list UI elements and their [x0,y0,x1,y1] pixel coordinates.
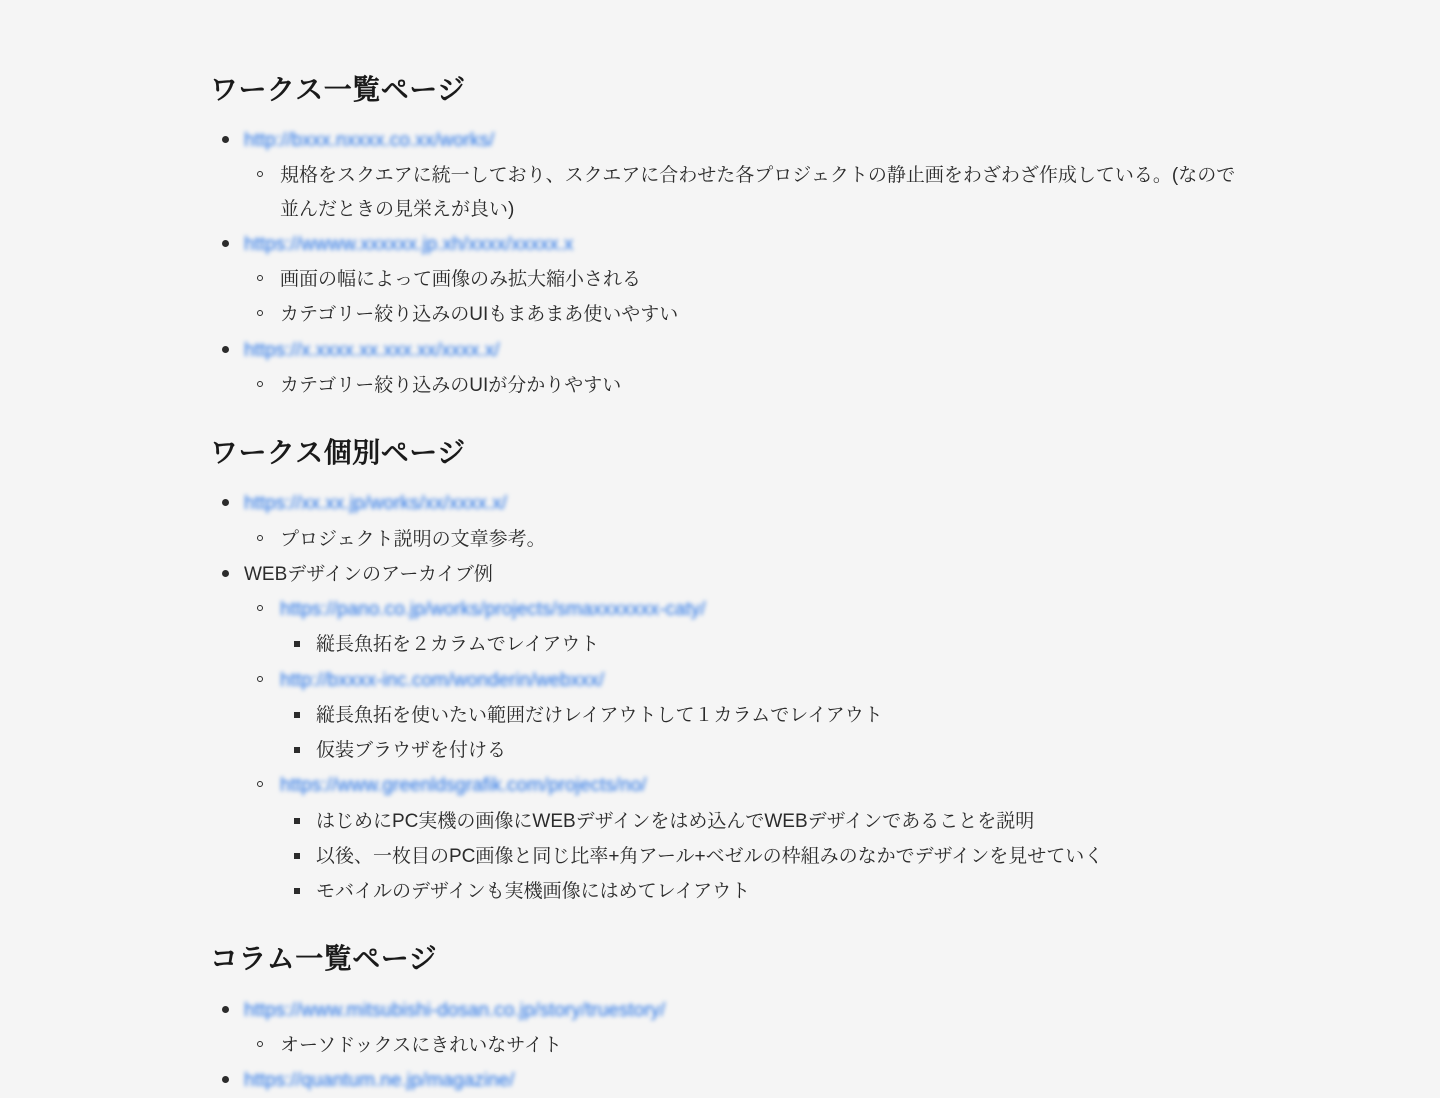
page-title: ワークス一覧ページ [210,74,466,105]
list-level-3 [280,804,1240,910]
list-item-label: プロジェクト説明の文章参考。 [280,528,546,550]
list-item [316,698,1240,733]
list-item [280,1028,1240,1063]
external-link[interactable]: http://bxxx.nxxxx.co.xx/works/ [244,130,495,152]
list-item-row [244,227,1240,262]
list-level-2 [244,158,1240,227]
list-item-row [280,368,1240,403]
list-item-row [244,486,1240,521]
list-item-label: オーソドックスにきれいなサイト [280,1034,562,1056]
list-item [316,804,1240,839]
list-item-row [244,333,1240,368]
list-item-row [280,768,1240,803]
external-link[interactable]: https://wwww.xxxxxx.jp.xh/xxxx/xxxxx.x [244,233,574,255]
list-item-label: モバイルのデザインも実機画像にはめてレイアウト [316,881,751,903]
list-item [244,486,1240,557]
page-title: ワークス個別ページ [210,437,466,469]
list-item [244,1063,1240,1098]
section-works-detail [210,433,1240,909]
list-item [244,227,1240,333]
list-item [244,123,1240,227]
list-item-label: 規格をスクエアに統一しており、スクエアに合わせた各プロジェクトの静止画をわざわざ作成している。(なので並んだときの見栄えが良い) [280,165,1236,220]
list-level-2 [244,368,1240,403]
list-item-row [316,698,1240,733]
list-item-row [244,993,1240,1028]
list-item [280,158,1240,227]
list-level-3 [280,698,1240,769]
list-item [280,297,1240,332]
list-item-label: 画面の幅によって画像のみ拡大縮小される [280,269,642,291]
page-title: コラム一覧ページ [210,943,438,975]
list-item [316,874,1240,909]
list-item [280,262,1240,297]
list-level-2 [244,262,1240,333]
list-level-3 [280,627,1240,662]
external-link[interactable]: http://bxxxx-inc.com/wonderin/webxxx/ [280,669,605,691]
list-item-label: はじめにPC実機の画像にWEBデザインをはめ込んでWEBデザインであることを説明 [316,810,1035,832]
list-item [244,557,1240,910]
list-item [316,839,1240,874]
external-link[interactable]: https://pano.co.jp/works/projects/smaxxxxxxx-caty/ [280,599,706,621]
list-item-label: 縦長魚拓を２カラムでレイアウト [316,634,600,656]
list-item-row [280,1028,1240,1063]
list-item-row [244,123,1240,158]
list-level-1 [210,993,1240,1098]
list-item-row [280,522,1240,557]
external-link[interactable]: https://www.mitsubishi-dosan.co.jp/story/truestory/ [244,999,666,1021]
list-level-2 [244,522,1240,557]
list-item-row [244,1063,1240,1098]
list-item-row [280,158,1240,227]
list-item [244,993,1240,1064]
list-item-label: 以後、一枚目のPC画像と同じ比率+角アール+ベゼルの枠組みのなかでデザインを見せていく [316,845,1104,867]
external-link[interactable]: https://quantum.ne.jp/magazine/ [244,1070,515,1092]
list-item [316,733,1240,768]
list-item-row [280,297,1240,332]
list-item-label: 仮装ブラウザを付ける [316,740,507,762]
list-item-label: カテゴリー絞り込みのUIが分かりやすい [280,374,622,396]
list-item [244,333,1240,404]
list-item-label: 縦長魚拓を使いたい範囲だけレイアウトして１カラムでレイアウト [316,704,883,726]
list-level-2 [244,1028,1240,1063]
list-item-label: WEBデザインのアーカイブ例 [244,563,493,585]
list-item-row [316,627,1240,662]
section-works-list [210,70,1240,403]
list-item-label: カテゴリー絞り込みのUIもまあまあ使いやすい [280,304,679,326]
list-item-row [316,804,1240,839]
list-item [280,768,1240,909]
list-level-1 [210,486,1240,909]
list-level-2 [244,592,1240,909]
list-item-row [316,733,1240,768]
list-item [280,368,1240,403]
list-item-row [280,592,1240,627]
list-level-1 [210,123,1240,403]
section-column-list [210,939,1240,1098]
list-item [280,522,1240,557]
list-item-row [280,262,1240,297]
list-item [280,663,1240,769]
external-link[interactable]: https://x.xxxx.xx.xxx.xx/xxxx.x/ [244,339,500,361]
list-item-row [316,839,1240,874]
external-link[interactable]: https://xx.xx.jp/works/xx/xxxx.x/ [244,493,507,515]
external-link[interactable]: https://www.greenldsgrafik.com/projects/no/ [280,775,647,797]
list-item [280,592,1240,663]
list-item-row [316,874,1240,909]
list-item-row [280,663,1240,698]
list-item [316,627,1240,662]
list-item-row [244,557,1240,592]
